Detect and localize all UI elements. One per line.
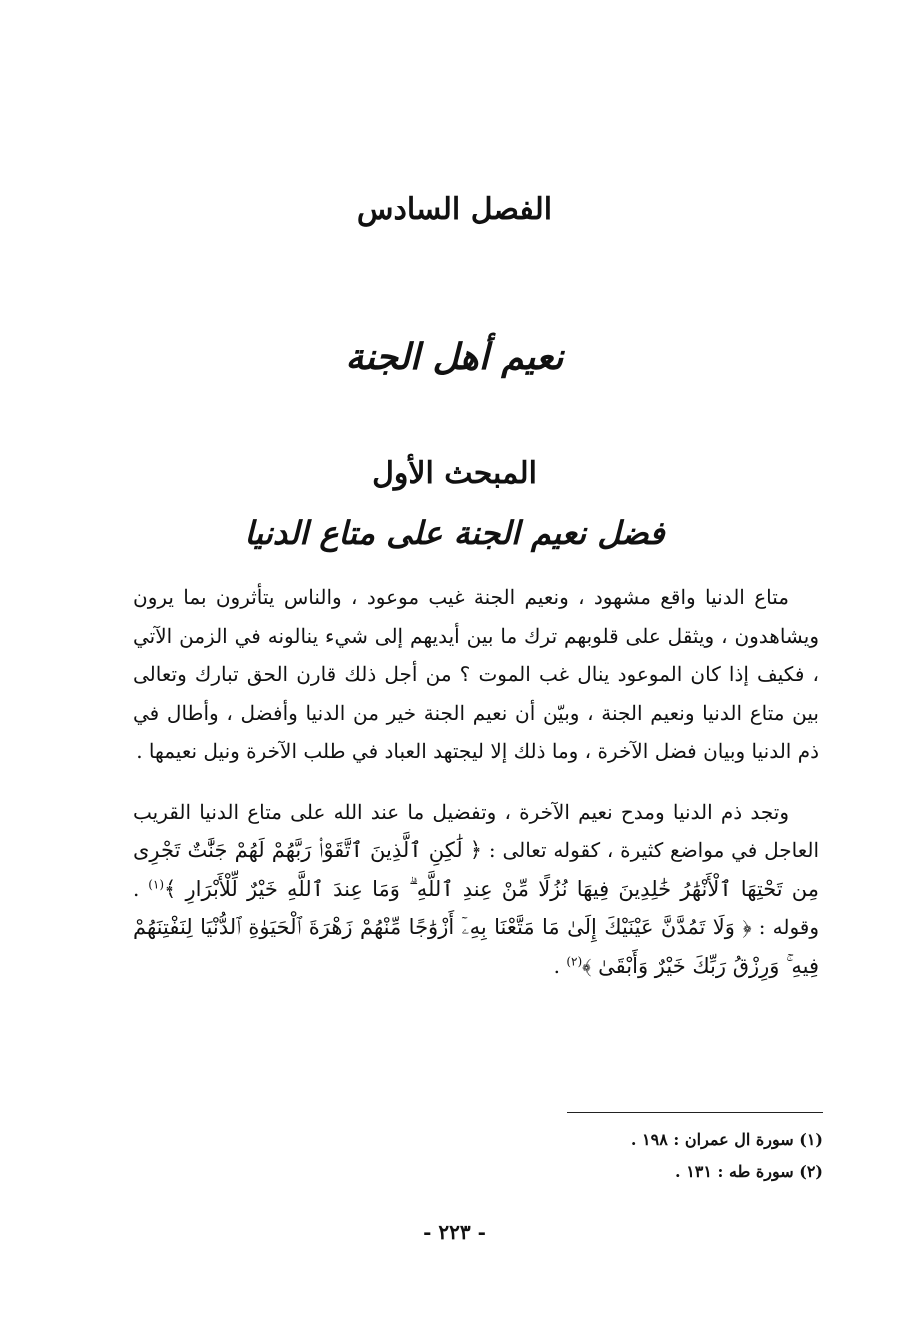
quran-verse-2: ﴿ وَلَا تَمُدَّنَّ عَيْنَيْكَ إِلَىٰ مَا مَتَّعْنَا بِهِۦٓ أَزْوَٰجًا مِّنْهُمْ زَهْرَةَ ٱلْحَيَوٰةِ ٱلدُّنْيَا لِنَفْتِنَهُمْ فِيهِ ۚ وَرِزْقُ رَبِّكَ خَيْرٌ وَأَبْقَىٰ ﴾ xyxy=(133,915,819,978)
section-subtitle: فضل نعيم الجنة على متاع الدنيا xyxy=(244,514,665,552)
chapter-subtitle: نعيم أهل الجنة xyxy=(345,336,564,378)
paragraph-2-connector: . وقوله : xyxy=(133,876,820,939)
footnote-1: (١) سورة ال عمران : ١٩٨ . xyxy=(630,1130,823,1149)
page-number: - ٢٢٣ - xyxy=(423,1220,486,1244)
footnote-ref-1: (١) xyxy=(148,876,165,891)
chapter-title: الفصل السادس xyxy=(356,192,553,227)
footnote-2: (٢) سورة طه : ١٣١ . xyxy=(675,1162,823,1181)
quran-verse-1: ﴿ لَٰكِنِ ٱلَّذِينَ ٱتَّقَوْا۟ رَبَّهُمْ لَهُمْ جَنَّٰتٌ تَجْرِى مِن تَحْتِهَا ٱلْأَنْهَٰرُ خَٰلِدِينَ فِيهَا نُزُلًا مِّنْ عِندِ ٱللَّهِ ۗ وَمَا عِندَ ٱللَّهِ خَيْرٌ لِّلْأَبْرَارِ ﴾ xyxy=(133,838,819,901)
section-title: المبحث الأول xyxy=(372,456,537,491)
paragraph-2-end: . xyxy=(553,953,567,978)
paragraph-1: متاع الدنيا واقع مشهود ، ونعيم الجنة غيب موعود ، والناس يتأثرون بما يرون ويشاهدون ، ويثقل على قلوبهم ترك ما بين أيديهم إلى شيء ينالونه في الزمن الآتي ، فكيف إذا كان الموعود ينال غب الموت ؟ من أجل ذلك قارن الحق تبارك وتعالى بين متاع الدنيا ونعيم الجنة ، وبيّن أن نعيم الجنة خير من الدنيا وأفضل ، وأطال في ذم الدنيا وبيان فضل الآخرة ، وما ذلك إلا ليجتهد العباد في طلب الآخرة ونيل نعيمها . xyxy=(133,585,819,763)
footnote-ref-2: (٢) xyxy=(566,953,583,968)
footnote-divider xyxy=(567,1112,823,1113)
paragraph-2 xyxy=(133,793,819,986)
footnotes xyxy=(423,1124,823,1188)
paragraph-2-intro: وتجد ذم الدنيا ومدح نعيم الآخرة ، وتفضيل ما عند الله على متاع الدنيا القريب العاجل في مواضع كثيرة ، كقوله تعالى : xyxy=(133,799,819,862)
body-text xyxy=(133,578,819,985)
